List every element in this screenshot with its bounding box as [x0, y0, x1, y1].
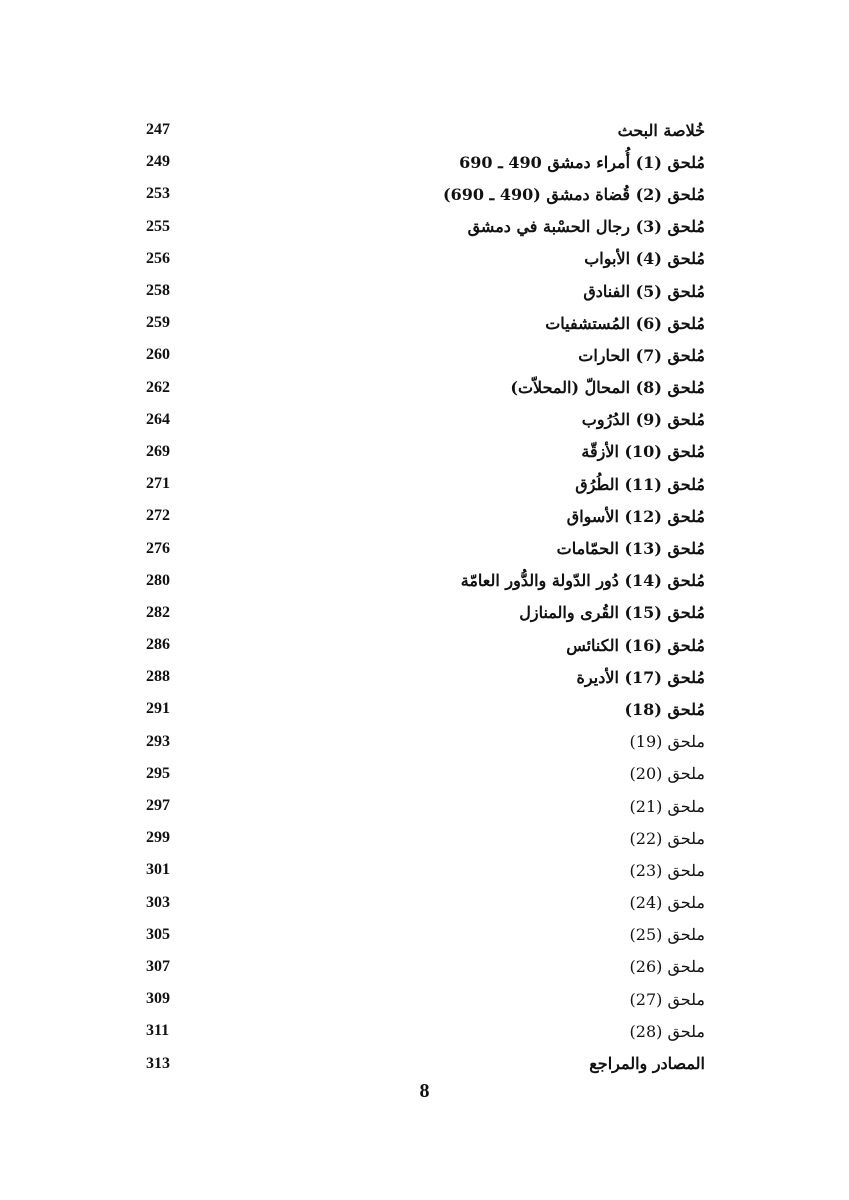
toc-page-number: 256: [146, 249, 170, 267]
toc-page-number: 311: [146, 1022, 170, 1040]
toc-entry-title: ملحق (23): [629, 860, 705, 880]
toc-entry-title: مُلحق (4) الأبواب: [584, 249, 705, 269]
toc-entry-title: ملحق (28): [629, 1021, 705, 1041]
toc-entry[interactable]: [140, 726, 705, 758]
toc-entry-title: مُلحق (17) الأديرة: [576, 667, 705, 687]
toc-entry-title: مُلحق (11) الطُرُق: [575, 474, 705, 494]
toc-page-number: 291: [146, 700, 170, 718]
toc-entry[interactable]: [140, 693, 705, 725]
toc-entry[interactable]: [140, 468, 705, 500]
toc-page-number: 288: [146, 668, 170, 686]
toc-entry-title: مُلحق (13) الحمّامات: [556, 539, 705, 559]
toc-page-number: 269: [146, 442, 170, 460]
toc-entry[interactable]: [140, 114, 705, 146]
toc-page-number: 301: [146, 861, 170, 879]
toc-entry-title: مُلحق (9) الدُرُوب: [581, 410, 705, 430]
toc-page-number: 253: [146, 185, 170, 203]
toc-entry[interactable]: [140, 1015, 705, 1047]
toc-entry[interactable]: [140, 822, 705, 854]
toc-page-number: 259: [146, 314, 170, 332]
toc-page-number: 255: [146, 217, 170, 235]
toc-entry-title: ملحق (20): [629, 764, 705, 784]
toc-entry-title: مُلحق (18): [624, 699, 705, 719]
table-of-contents: [140, 114, 705, 1080]
toc-page-number: 313: [146, 1054, 170, 1072]
toc-entry-title: المصادر والمراجع: [589, 1054, 705, 1074]
toc-entry-title: مُلحق (14) دُور الدّولة والدُّور العامّة: [460, 571, 705, 591]
toc-page-number: 297: [146, 797, 170, 815]
toc-page-number: 264: [146, 410, 170, 428]
toc-entry-title: ملحق (27): [629, 989, 705, 1009]
toc-entry[interactable]: [140, 887, 705, 919]
toc-page-number: 286: [146, 636, 170, 654]
toc-page-number: 303: [146, 893, 170, 911]
toc-page-number: 295: [146, 764, 170, 782]
toc-entry-title: خُلاصة البحث: [617, 120, 705, 140]
toc-entry-title: ملحق (19): [629, 732, 705, 752]
toc-entry-title: ملحق (25): [629, 925, 705, 945]
toc-entry[interactable]: [140, 1047, 705, 1079]
toc-entry[interactable]: [140, 532, 705, 564]
toc-entry[interactable]: [140, 983, 705, 1015]
page-number-footer: 8: [419, 1080, 430, 1102]
toc-page-number: 271: [146, 475, 170, 493]
toc-page-number: 262: [146, 378, 170, 396]
toc-entry[interactable]: [140, 178, 705, 210]
toc-entry[interactable]: [140, 275, 705, 307]
toc-entry[interactable]: [140, 661, 705, 693]
toc-entry-title: ملحق (22): [629, 828, 705, 848]
toc-entry[interactable]: [140, 243, 705, 275]
toc-entry[interactable]: [140, 307, 705, 339]
toc-page-number: 307: [146, 957, 170, 975]
toc-entry-title: مُلحق (1) أُمراء دمشق 490 ـ 690: [459, 152, 705, 172]
toc-entry-title: مُلحق (5) الفنادق: [583, 281, 705, 301]
toc-entry-title: مُلحق (15) القُرى والمنازل: [519, 603, 705, 623]
toc-entry[interactable]: [140, 597, 705, 629]
toc-page-number: 260: [146, 346, 170, 364]
toc-entry[interactable]: [140, 500, 705, 532]
toc-entry[interactable]: [140, 372, 705, 404]
toc-page-number: 299: [146, 829, 170, 847]
toc-page-number: 276: [146, 539, 170, 557]
toc-entry-title: ملحق (21): [629, 796, 705, 816]
toc-page-number: 247: [146, 121, 170, 139]
toc-page-number: 293: [146, 732, 170, 750]
toc-entry[interactable]: [140, 629, 705, 661]
toc-entry-title: مُلحق (2) قُضاة دمشق (490 ـ 690): [443, 184, 705, 204]
toc-entry[interactable]: [140, 436, 705, 468]
toc-entry[interactable]: [140, 565, 705, 597]
toc-entry-title: مُلحق (16) الكنائس: [566, 635, 705, 655]
toc-entry-title: مُلحق (8) المحالّ (المحلاّت): [510, 378, 705, 398]
toc-page-number: 280: [146, 571, 170, 589]
toc-page-number: 305: [146, 925, 170, 943]
toc-entry-title: مُلحق (6) المُستشفيات: [545, 313, 705, 333]
toc-entry-title: مُلحق (3) رجال الحسْبة في دمشق: [467, 217, 705, 237]
toc-page-number: 272: [146, 507, 170, 525]
toc-entry-title: ملحق (26): [629, 957, 705, 977]
toc-entry-title: مُلحق (7) الحارات: [578, 345, 705, 365]
toc-entry[interactable]: [140, 339, 705, 371]
toc-page-number: 249: [146, 153, 170, 171]
toc-entry[interactable]: [140, 211, 705, 243]
toc-entry[interactable]: [140, 758, 705, 790]
toc-entry[interactable]: [140, 919, 705, 951]
toc-entry-title: مُلحق (12) الأسواق: [566, 506, 705, 526]
toc-entry[interactable]: [140, 951, 705, 983]
toc-entry[interactable]: [140, 146, 705, 178]
toc-page-number: 282: [146, 603, 170, 621]
toc-entry-title: ملحق (24): [629, 893, 705, 913]
toc-entry[interactable]: [140, 404, 705, 436]
toc-entry[interactable]: [140, 854, 705, 886]
toc-page-number: 309: [146, 990, 170, 1008]
toc-entry-title: مُلحق (10) الأزقّة: [581, 442, 705, 462]
toc-entry[interactable]: [140, 790, 705, 822]
toc-page-number: 258: [146, 282, 170, 300]
